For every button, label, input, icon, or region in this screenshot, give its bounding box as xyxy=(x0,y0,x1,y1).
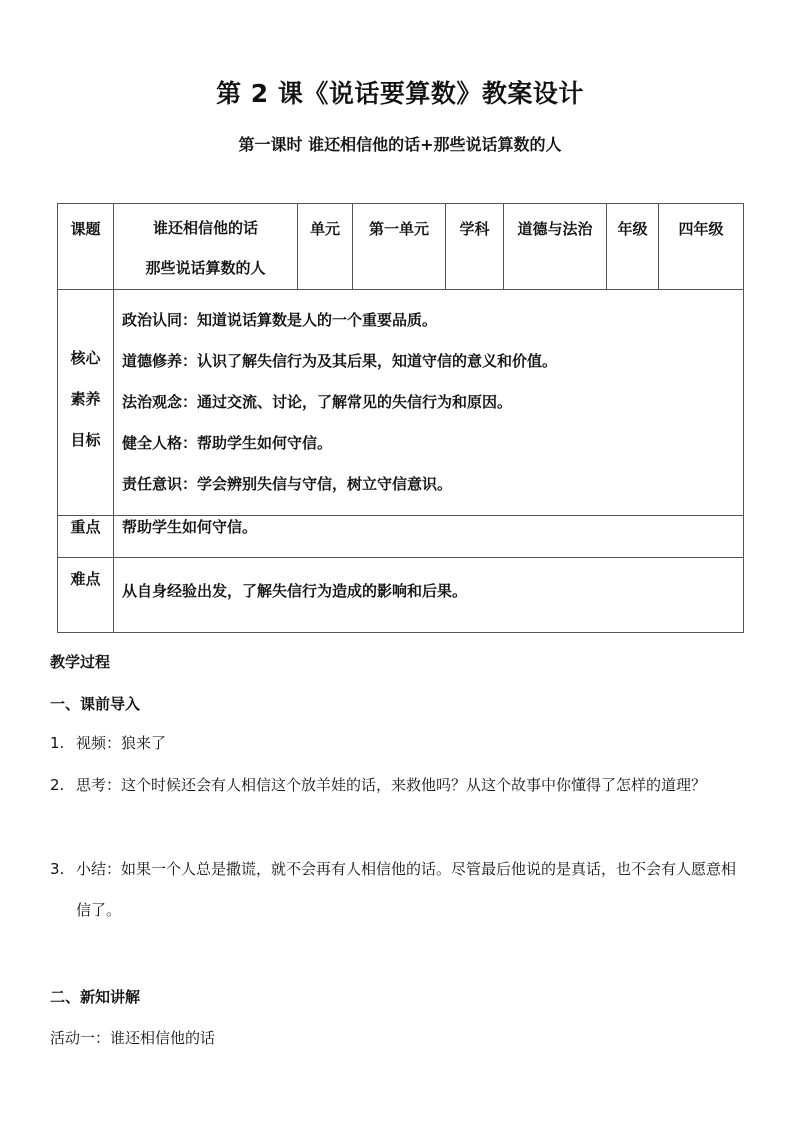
document-subtitle: 第一课时 谁还相信他的话+那些说话算数的人 xyxy=(238,135,562,154)
topic-line-2: 那些说话算数的人 xyxy=(145,259,266,277)
process-heading: 教学过程 xyxy=(50,653,111,671)
grade-label: 年级 xyxy=(607,204,659,290)
list-item-text: 小结：如果一个人总是撒谎，就不会再有人相信他的话。尽管最后他说的是真话，也不会有人愿意相信了。 xyxy=(76,860,737,919)
document-title: 第 2 课《说话要算数》教案设计 xyxy=(216,79,584,108)
core-label-line-3: 目标 xyxy=(70,431,101,449)
difficulty-label: 难点 xyxy=(58,558,114,633)
core-item-responsibility: 责任意识：学会辨别失信与守信，树立守信意识。 xyxy=(122,475,453,493)
topic-label: 课题 xyxy=(58,204,114,290)
subject-value: 道德与法治 xyxy=(504,204,607,290)
list-item-text: 视频：狼来了 xyxy=(76,734,167,752)
key-point-text: 帮助学生如何守信。 xyxy=(114,516,744,558)
core-item-political: 政治认同：知道说话算数是人的一个重要品质。 xyxy=(122,311,438,329)
core-item-moral: 道德修养：认识了解失信行为及其后果，知道守信的意义和价值。 xyxy=(122,352,558,370)
topic-line-1: 谁还相信他的话 xyxy=(152,219,258,237)
list-item-text: 思考：这个时候还会有人相信这个放羊娃的话，来救他吗？从这个故事中你懂得了怎样的道理？ xyxy=(76,776,707,794)
topic-value xyxy=(114,204,298,290)
difficulty-row xyxy=(58,558,744,633)
activity-one: 活动一：谁还相信他的话 xyxy=(50,1029,216,1047)
core-item-law: 法治观念：通过交流、讨论，了解常见的失信行为和原因。 xyxy=(122,393,513,411)
section2-title: 二、新知讲解 xyxy=(50,988,141,1006)
unit-label: 单元 xyxy=(298,204,353,290)
list-item xyxy=(50,765,750,806)
list-item xyxy=(50,723,750,764)
core-label-line-2: 素养 xyxy=(70,390,101,408)
core-literacy-label xyxy=(58,290,114,516)
lesson-info-table xyxy=(57,203,744,633)
table-header-row xyxy=(58,204,744,290)
key-point-row xyxy=(58,516,744,558)
core-literacy-row xyxy=(58,290,744,516)
list-item-number: 1. xyxy=(50,734,65,752)
core-item-personality: 健全人格：帮助学生如何守信。 xyxy=(122,434,333,452)
core-label-line-1: 核心 xyxy=(70,349,101,367)
list-item xyxy=(50,849,750,931)
difficulty-text: 从自身经验出发，了解失信行为造成的影响和后果。 xyxy=(114,558,744,633)
section1-title: 一、课前导入 xyxy=(50,695,141,713)
key-point-label: 重点 xyxy=(58,516,114,558)
core-literacy-content xyxy=(114,290,744,516)
list-item-number: 3. xyxy=(50,860,65,878)
subject-label: 学科 xyxy=(446,204,504,290)
unit-value: 第一单元 xyxy=(353,204,446,290)
list-item-number: 2. xyxy=(50,776,65,794)
grade-value: 四年级 xyxy=(659,204,744,290)
